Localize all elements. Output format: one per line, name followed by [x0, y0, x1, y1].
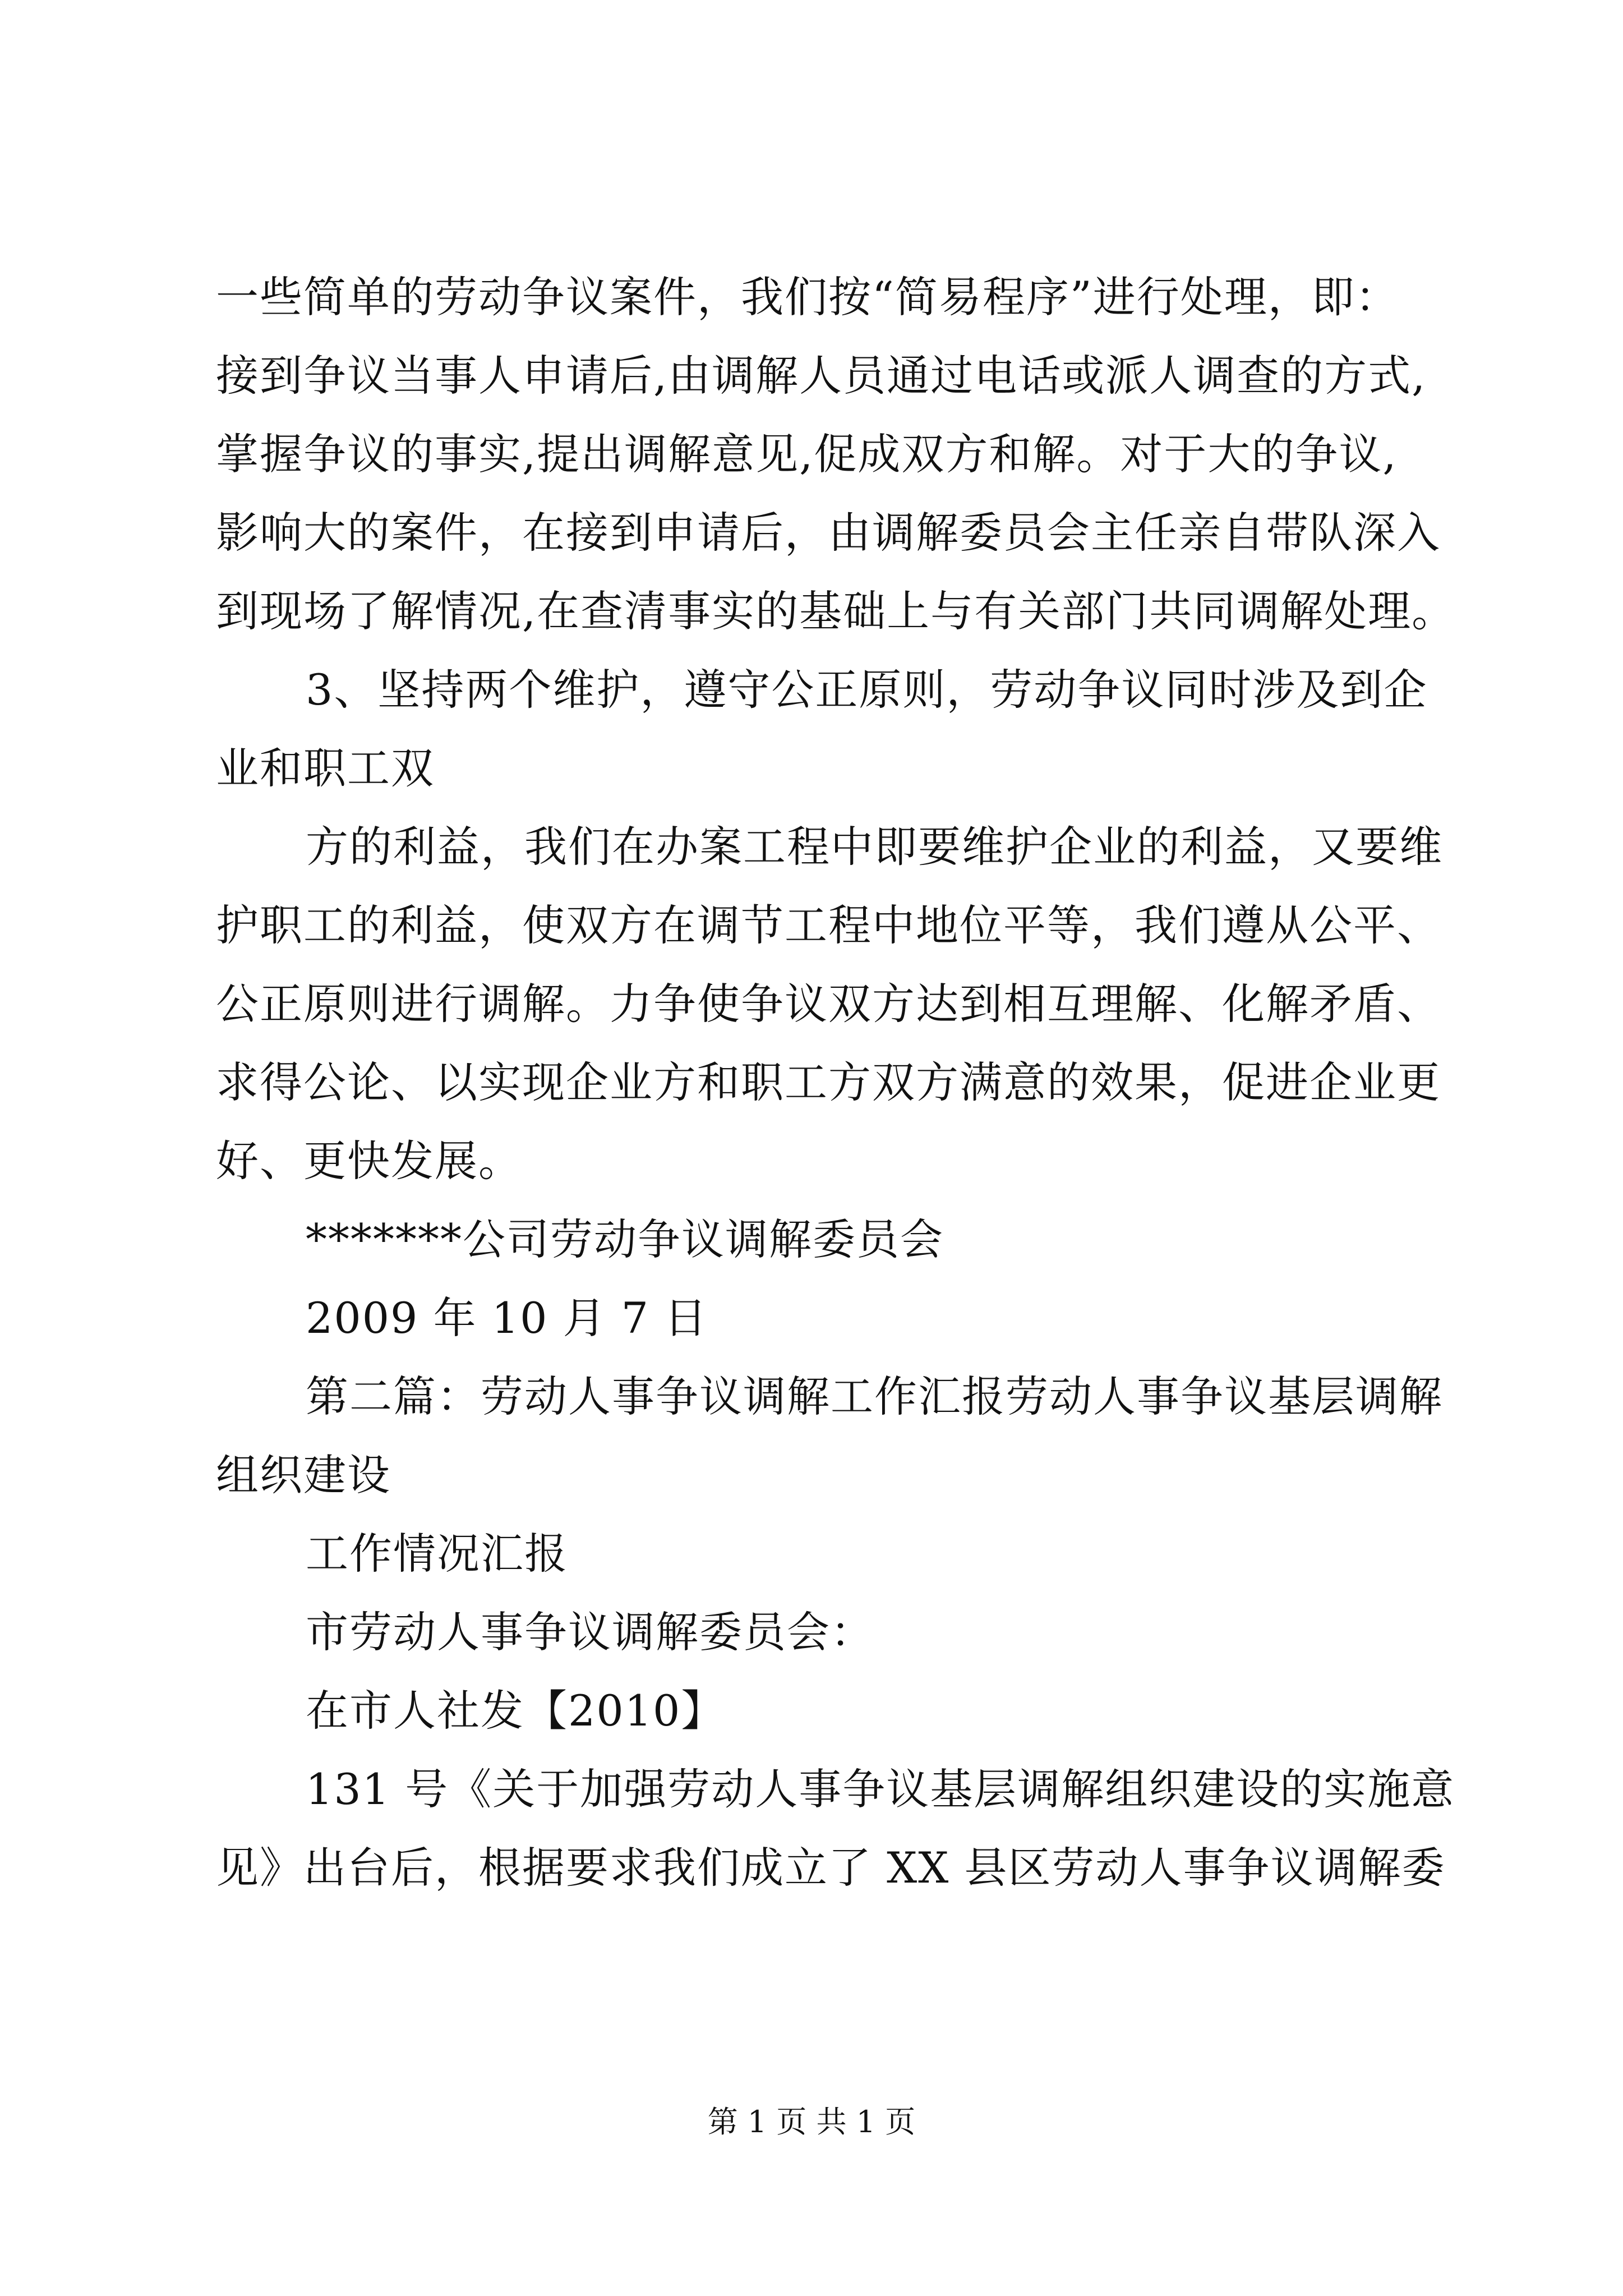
text-line-9: 护职工的利益，使双方在调节工程中地位平等，我们遵从公平、: [216, 900, 1441, 950]
text-line-8: 方的利益，我们在办案工程中即要维护企业的利益，又要维: [306, 822, 1443, 872]
text-line-19: 在市人社发【2010】: [306, 1686, 725, 1736]
text-line-16: 组织建设: [216, 1450, 391, 1500]
text-line-2: 接到争议当事人申请后,由调解人员通过电话或派人调查的方式,: [216, 351, 1427, 401]
text-line-3: 掌握争议的事实,提出调解意见,促成双方和解。对于大的争议,: [216, 429, 1398, 479]
text-line-6: 3、坚持两个维护，遵守公正原则，劳动争议同时涉及到企: [306, 665, 1428, 715]
text-line-18: 市劳动人事争议调解委员会：: [306, 1607, 874, 1657]
text-line-14: 2009 年 10 月 7 日: [306, 1293, 708, 1343]
text-line-11: 求得公论、以实现企业方和职工方双方满意的效果，促进企业更: [216, 1057, 1441, 1107]
text-line-10: 公正原则进行调解。力争使争议双方达到相互理解、化解矛盾、: [216, 979, 1441, 1029]
text-line-12: 好、更快发展。: [216, 1136, 522, 1186]
text-line-1: 一些简单的劳动争议案件，我们按“简易程序”进行处理，即：: [216, 272, 1399, 322]
page-footer: 第 1 页 共 1 页: [707, 2104, 916, 2139]
text-line-20: 131 号《关于加强劳动人事争议基层调解组织建设的实施意: [306, 1764, 1455, 1814]
text-line-4: 影响大的案件，在接到申请后，由调解委员会主任亲自带队深入: [216, 508, 1441, 558]
text-line-5: 到现场了解情况,在查清事实的基础上与有关部门共同调解处理。: [216, 586, 1456, 636]
text-line-13: *******公司劳动争议调解委员会: [306, 1214, 944, 1264]
text-line-21: 见》出台后，根据要求我们成立了 XX 县区劳动人事争议调解委: [216, 1843, 1446, 1893]
text-line-17: 工作情况汇报: [306, 1529, 568, 1579]
text-line-15: 第二篇：劳动人事争议调解工作汇报劳动人事争议基层调解: [306, 1372, 1443, 1421]
text-line-7: 业和职工双: [216, 743, 435, 793]
